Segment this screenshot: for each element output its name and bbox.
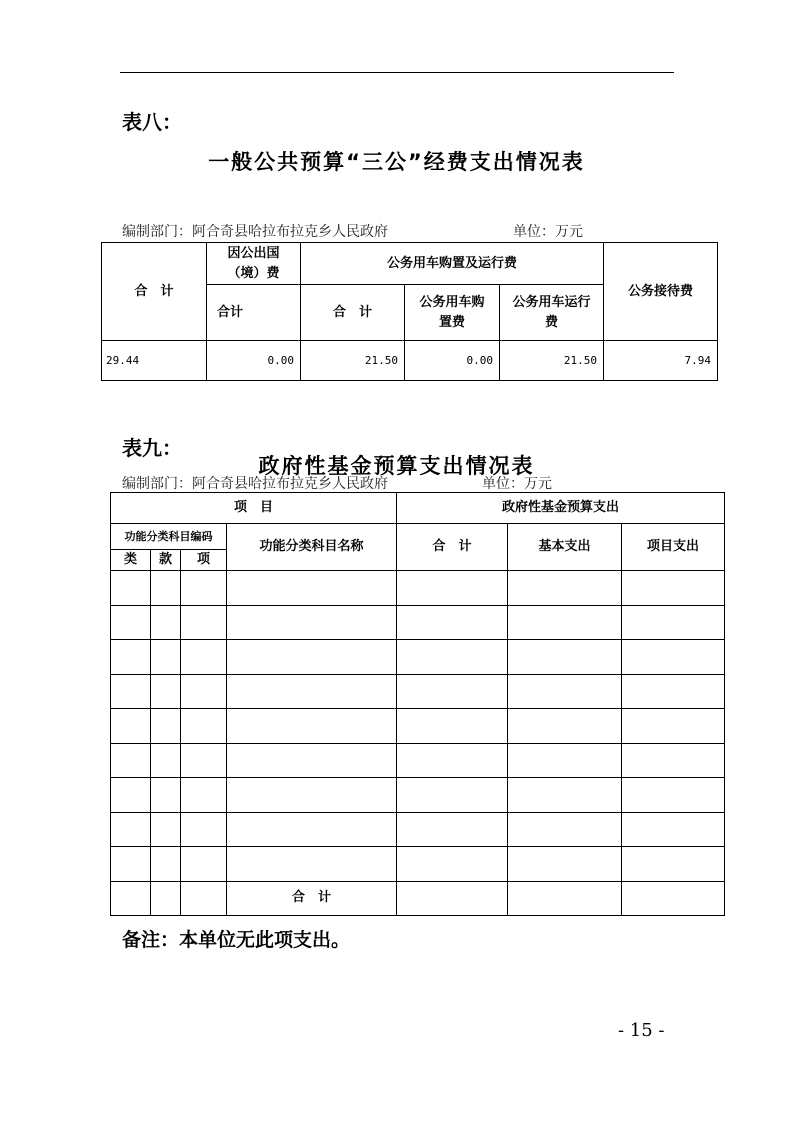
t8-cell-car-buy: 0.00 [405,341,500,381]
t9-header-lei: 类 [111,550,151,571]
t9-total-label: 合 计 [227,881,397,915]
t8-header-car-total: 合 计 [301,285,405,341]
t9-header-name: 功能分类科目名称 [227,524,397,571]
table-row [111,640,725,675]
table9-note: 备注：本单位无此项支出。 [122,929,351,951]
t8-header-car-group: 公务用车购置及运行费 [301,243,604,285]
table9-unit: 单位：万元 [482,476,552,492]
t9-total-row [111,881,725,915]
table9-title: 政府性基金预算支出情况表 [258,454,535,478]
t8-header-car-run-line1: 公务用车运行 [512,294,591,310]
t9-header-basic: 基本支出 [508,524,622,571]
table-row [111,571,725,606]
t9-empty-rows [111,571,725,882]
table8-title: 一般公共预算“三公”经费支出情况表 [208,150,585,174]
table9 [110,492,725,916]
table-row [111,709,725,744]
table-row [111,674,725,709]
t8-header-abroad-line2: （境）费 [227,265,280,281]
t8-header-abroad [207,243,301,285]
t8-data-row [102,341,718,381]
t9-header-fund: 政府性基金预算支出 [397,493,725,524]
t8-header-car-buy-line2: 置费 [438,314,465,330]
t9-header-code: 功能分类科目编码 [111,524,227,550]
table8-unit: 单位：万元 [513,224,583,240]
t8-header-car-buy [405,285,500,341]
t8-cell-total: 29.44 [102,341,207,381]
t8-cell-abroad: 0.00 [207,341,301,381]
t8-header-car-buy-line1: 公务用车购 [419,294,485,310]
t9-header-item: 项 目 [111,493,397,524]
t8-header-car-run-line2: 费 [544,314,558,330]
t9-header-total: 合 计 [397,524,508,571]
table-row [111,847,725,882]
t8-cell-car-total: 21.50 [301,341,405,381]
t9-header-xiang: 项 [181,550,227,571]
t8-header-abroad-line1: 因公出国 [227,245,280,261]
table8-dept: 编制部门：阿合奇县哈拉布拉克乡人民政府 [122,224,388,240]
table8 [101,242,718,381]
page-number: - 15 - [618,1020,665,1041]
table9-label: 表九： [122,436,182,460]
table8-label: 表八： [122,110,182,134]
header-rule [120,72,674,73]
table9-dept: 编制部门：阿合奇县哈拉布拉克乡人民政府 [122,476,388,492]
t8-cell-car-run: 21.50 [500,341,604,381]
t8-header-reception: 公务接待费 [604,243,718,341]
t9-header-kuan: 款 [151,550,181,571]
table-row [111,605,725,640]
table-row [111,812,725,847]
t9-header-project: 项目支出 [622,524,725,571]
t8-header-total: 合 计 [102,243,207,341]
t8-header-car-run [500,285,604,341]
t8-cell-reception: 7.94 [604,341,718,381]
table-row [111,778,725,813]
table-row [111,743,725,778]
t8-header-abroad-sub: 合计 [207,285,301,341]
